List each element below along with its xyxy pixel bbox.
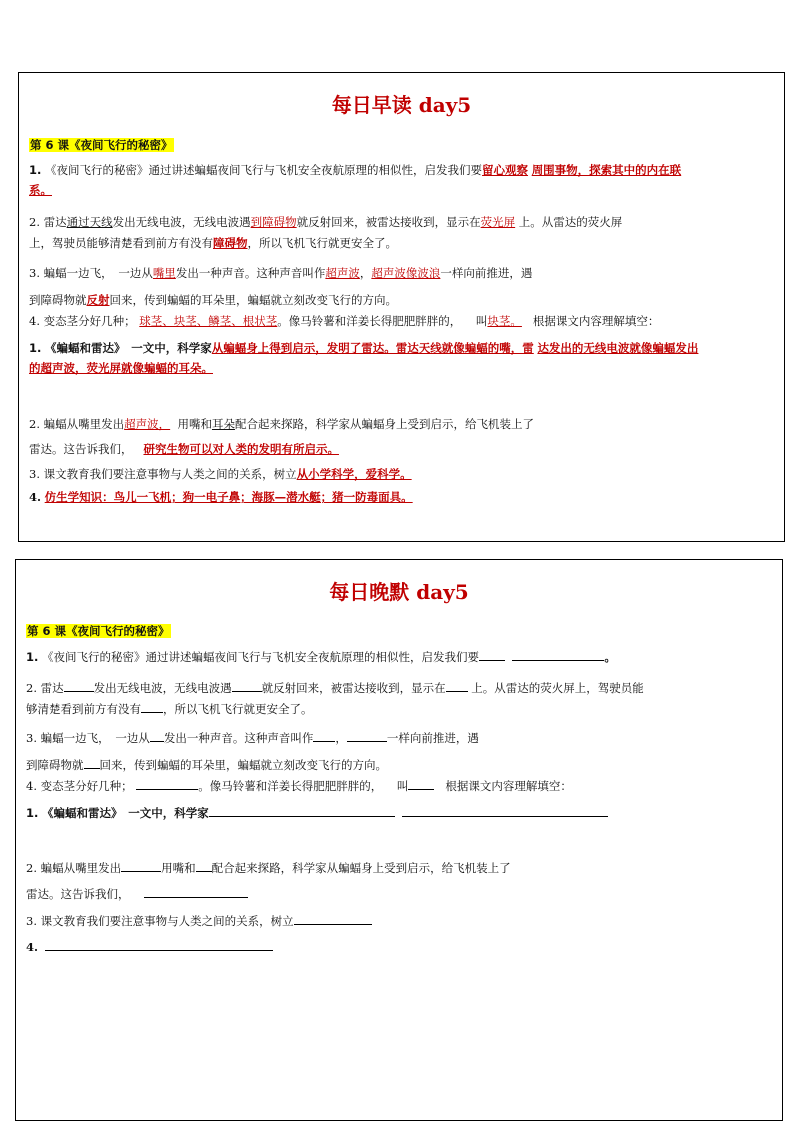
answer: 超声波 (325, 266, 360, 280)
fill-blank[interactable] (347, 730, 387, 742)
q-number: 1. (29, 163, 42, 177)
evening-q5 (26, 805, 608, 821)
q-number: 4. (29, 314, 40, 328)
q-text: 变态茎分好几种； (40, 779, 133, 793)
q-number: 2. (29, 215, 40, 229)
morning-q1 (29, 162, 681, 178)
answer: 超声波像波浪 (371, 266, 441, 280)
q-text: 蝙蝠一边飞， 一边从 (40, 731, 150, 745)
q-text: 根据课文内容理解填空： (532, 314, 660, 328)
q-text: 上，驾驶员能够清楚看到前方有没有 (29, 236, 213, 250)
fill-blank[interactable] (136, 778, 198, 790)
q-number: 4. (29, 490, 42, 504)
q-text: 。像马铃薯和洋姜长得肥肥胖胖的， (198, 779, 383, 793)
q-text: 雷达。这告诉我们， (26, 887, 130, 901)
answer: 从蝙蝠身上得到启示，发明了雷达。雷达天线就像蝙蝠的嘴，雷 (211, 341, 534, 355)
q-text: 。像马铃薯和洋姜长得肥肥胖胖的， (277, 314, 462, 328)
answer: 留心观察 (482, 163, 529, 177)
q-text: 发出一种声音。这种声音叫作 (175, 266, 326, 280)
answer: 研究生物可以对人类的发明有所启示。 (143, 442, 339, 456)
fill-blank[interactable] (64, 680, 94, 692)
evening-q6 (26, 860, 511, 876)
morning-q3 (29, 265, 532, 281)
morning-title: 每日早读 day5 (331, 93, 472, 117)
q-text: 《蝙蝠和雷达》 一文中，科学家 (45, 341, 212, 355)
q-text: 叫 (396, 779, 409, 793)
fill-blank[interactable] (408, 778, 434, 790)
q-text: 配合起来探路，科学家从蝙蝠身上受到启示，给飞机装上了 (234, 417, 534, 431)
q-text: 蝙蝠一边飞， 一边从 (43, 266, 153, 280)
evening-dictation-card (15, 559, 783, 1121)
q-number: 2. (29, 417, 40, 431)
morning-q5-cont (29, 360, 213, 376)
q-text: 雷达 (40, 681, 64, 695)
fill-blank[interactable] (232, 680, 262, 692)
evening-q2 (26, 680, 644, 696)
q-text: 蝙蝠从嘴里发出 (43, 417, 125, 431)
q-text: 《夜间飞行的秘密》通过讲述蝙蝠夜间飞行与飞机安全夜航原理的相似性，启发我们要 (45, 163, 483, 177)
morning-q1-cont (29, 182, 52, 198)
evening-q3-cont (26, 757, 387, 773)
evening-q2-cont (26, 701, 313, 717)
evening-q8 (26, 939, 273, 955)
morning-q8 (29, 489, 413, 505)
answer: 周围事物，探索其中的内在联 (531, 163, 682, 177)
fill-blank[interactable] (84, 757, 100, 769)
q-number: 3. (26, 731, 37, 745)
q-text: 雷达。这告诉我们， (29, 442, 133, 456)
q-number: 1. (26, 650, 39, 664)
q-text: 上。从雷达的荧火屏上，驾驶员能 (471, 681, 644, 695)
fill-blank[interactable] (479, 649, 505, 661)
answer: 嘴里 (152, 266, 176, 280)
q-text: 就反射回来，被雷达接收到，显示在 (261, 681, 446, 695)
q-text: ，所以飞机飞行就更安全了。 (247, 236, 397, 250)
lesson-label: 第 6 课《夜间飞行的秘密》 (30, 138, 173, 152)
q-text: 到障碍物就 (26, 758, 84, 772)
q-text: ，所以飞机飞行就更安全了。 (163, 702, 313, 716)
q-text: 发出一种声音。这种声音叫作 (163, 731, 314, 745)
fill-blank[interactable] (196, 860, 212, 872)
q-text: 回来，传到蝙蝠的耳朵里，蝙蝠就立刻改变飞行的方向。 (99, 758, 387, 772)
q-text: 一样向前推进，遇 (386, 731, 479, 745)
morning-q7 (29, 466, 412, 482)
fill-blank[interactable] (402, 805, 608, 817)
morning-q2 (29, 214, 622, 230)
q-number: 4. (26, 940, 39, 954)
q-text: 变态茎分好几种； (43, 314, 136, 328)
morning-q3-cont (29, 292, 397, 308)
morning-q5 (29, 340, 698, 356)
evening-q6-cont (26, 886, 248, 902)
q-number: 3. (29, 266, 40, 280)
q-number: 1. (26, 806, 39, 820)
morning-q2-cont (29, 235, 397, 251)
q-text: 到障碍物就 (29, 293, 87, 307)
answer: 超声波， (124, 417, 171, 431)
q-text: 发出无线电波，无线电波遇 (93, 681, 232, 695)
answer: 荧光屏 (480, 215, 516, 229)
fill-blank[interactable] (141, 701, 163, 713)
q-text: 一样向前推进，遇 (440, 266, 533, 280)
q-text: 发出无线电波，无线电波遇 (112, 215, 251, 229)
fill-blank[interactable] (294, 913, 372, 925)
q-text: 够清楚看到前方有没有 (26, 702, 141, 716)
q-number: 2. (26, 681, 37, 695)
answer: 仿生学知识：鸟儿一飞机；狗一电子鼻；海豚—潜水艇；猪一防毒面具。 (44, 490, 413, 504)
fill-blank[interactable] (446, 680, 468, 692)
fill-blank[interactable] (313, 730, 335, 742)
morning-q6 (29, 416, 534, 432)
q-number: 3. (29, 467, 40, 481)
lesson-label: 第 6 课《夜间飞行的秘密》 (27, 624, 170, 638)
q-number: 4. (26, 779, 37, 793)
q-number: 3. (26, 914, 37, 928)
q-text: 《夜间飞行的秘密》通过讲述蝙蝠夜间飞行与飞机安全夜航原理的相似性，启发我们要 (42, 650, 480, 664)
answer: 达发出的无线电波就像蝙蝠发出 (537, 341, 699, 355)
q-text: 蝙蝠从嘴里发出 (40, 861, 122, 875)
answer: 块茎。 (487, 314, 522, 328)
q-text: 雷达 (43, 215, 67, 229)
morning-reading-card (18, 72, 785, 542)
fill-blank[interactable] (209, 805, 395, 817)
answer: 通过天线 (66, 215, 113, 229)
q-text: 回来，传到蝙蝠的耳朵里，蝙蝠就立刻改变飞行的方向。 (109, 293, 397, 307)
q-text: 配合起来探路，科学家从蝙蝠身上受到启示，给飞机装上了 (211, 861, 511, 875)
fill-blank[interactable] (150, 730, 164, 742)
morning-q6-cont (29, 441, 339, 457)
q-text: ， (335, 731, 347, 745)
morning-q4 (29, 313, 659, 329)
answer: 从小学科学，爱科学。 (296, 467, 412, 481)
answer: 的超声波，荧光屏就像蝙蝠的耳朵。 (29, 361, 213, 375)
fill-blank[interactable] (512, 649, 604, 661)
q-text: ， (359, 266, 372, 280)
answer: 耳朵 (211, 417, 235, 431)
q-text: 就反射回来，被雷达接收到，显示在 (296, 215, 481, 229)
q-number: 1. (29, 341, 42, 355)
evening-title: 每日晚默 day5 (329, 580, 469, 604)
q-number: 2. (26, 861, 37, 875)
q-text: 用嘴和 (161, 861, 196, 875)
evening-q1 (26, 649, 616, 665)
answer: 障碍物 (213, 236, 248, 250)
q-text: 。 (604, 650, 616, 664)
answer: 球茎、块茎、鳞茎、根状茎 (139, 314, 278, 328)
morning-lesson-heading (29, 137, 174, 153)
q-text: 《蝙蝠和雷达》 一文中，科学家 (42, 806, 209, 820)
answer: 反射 (86, 293, 110, 307)
q-text: 叫 (475, 314, 488, 328)
fill-blank[interactable] (121, 860, 161, 872)
q-text: 用嘴和 (177, 417, 212, 431)
fill-blank[interactable] (45, 939, 273, 951)
q-text: 根据课文内容理解填空： (445, 779, 572, 793)
evening-q7 (26, 913, 372, 929)
fill-blank[interactable] (144, 886, 248, 898)
q-text: 课文教育我们要注意事物与人类之间的关系，树立 (40, 914, 294, 928)
q-text: 上。从雷达的荧火屏 (518, 215, 623, 229)
evening-q4 (26, 778, 572, 794)
evening-lesson-heading (26, 623, 171, 639)
q-text: 课文教育我们要注意事物与人类之间的关系，树立 (43, 467, 297, 481)
answer: 系。 (29, 183, 52, 197)
answer: 到障碍物 (250, 215, 297, 229)
evening-q3 (26, 730, 479, 746)
